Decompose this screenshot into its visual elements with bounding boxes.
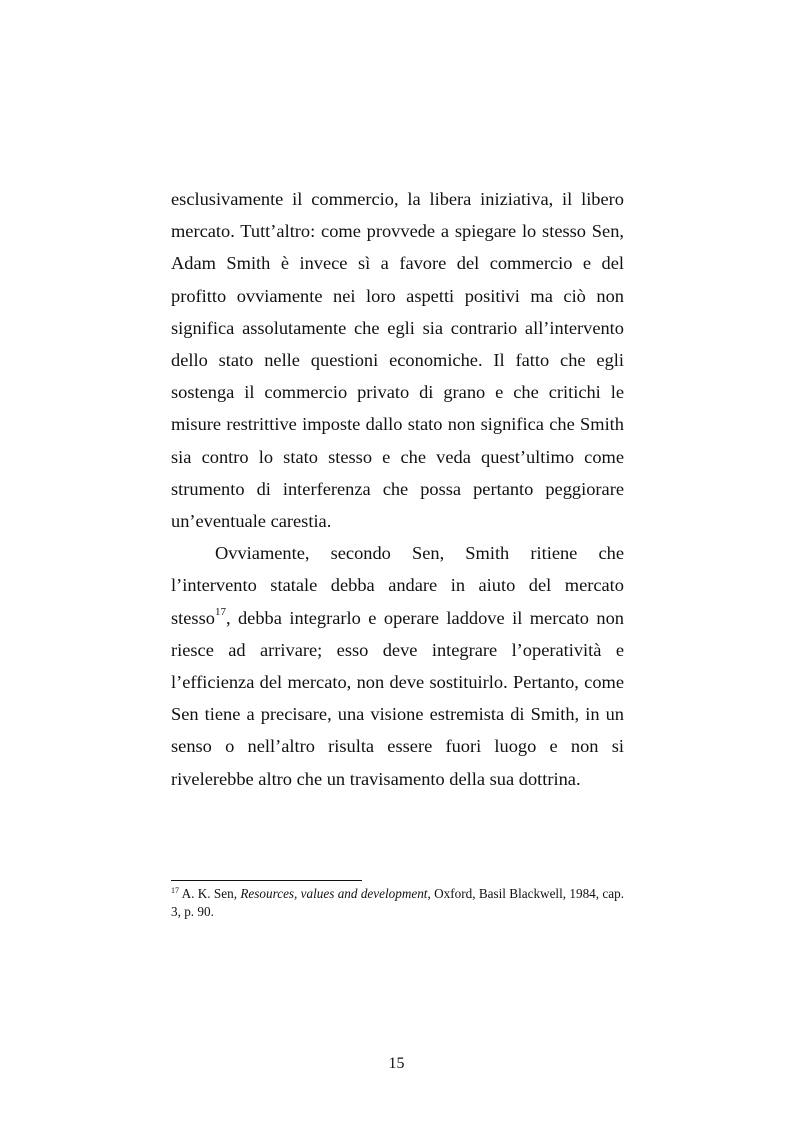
footnote [171,885,624,920]
paragraph-2 [171,537,624,795]
footnote-separator [171,880,362,881]
paragraph-2-text-after-note: , debba integrarlo e operare laddove il mercato non riesce ad arrivare; esso deve integrare l’operatività e l’efficienza del mercato, non deve sostituirlo. Pertanto, come Sen tiene a precisare, una visione estremista di Smith, in un senso o nell’altro risulta essere fuori luogo e non si rivelerebbe altro che un travisamento della sua dottrina. [171,607,624,789]
footnote-reference: 17 [214,605,226,618]
footnote-title: Resources, values and development [240,886,428,901]
paragraph-2-text-before-note: Ovviamente, secondo Sen, Smith ritiene che l’intervento statale debba andare in aiuto del mercato stesso [171,543,624,628]
footnote-number: 17 [171,886,179,895]
footnote-rest: , Oxford, Basil Blackwell, 1984, cap. 3, p. 90. [171,886,624,919]
body-text [171,183,624,795]
page-number: 15 [388,1055,405,1072]
paragraph-1: esclusivamente il commercio, la libera iniziativa, il libero mercato. Tutt’altro: come provvede a spiegare lo stesso Sen, Adam Smith è invece sì a favore del commercio e del profitto ovviamente nei loro aspetti positivi ma ciò non significa assolutamente che egli sia contrario all’intervento dello stato nelle questioni economiche. Il fatto che egli sostenga il commercio privato di grano e che critichi le misure restrittive imposte dallo stato non significa che Smith sia contro lo stato stesso e che veda quest’ultimo come strumento di interferenza che possa pertanto peggiorare un’eventuale carestia. [171,189,624,532]
footnote-author: A. K. Sen, [179,886,241,901]
